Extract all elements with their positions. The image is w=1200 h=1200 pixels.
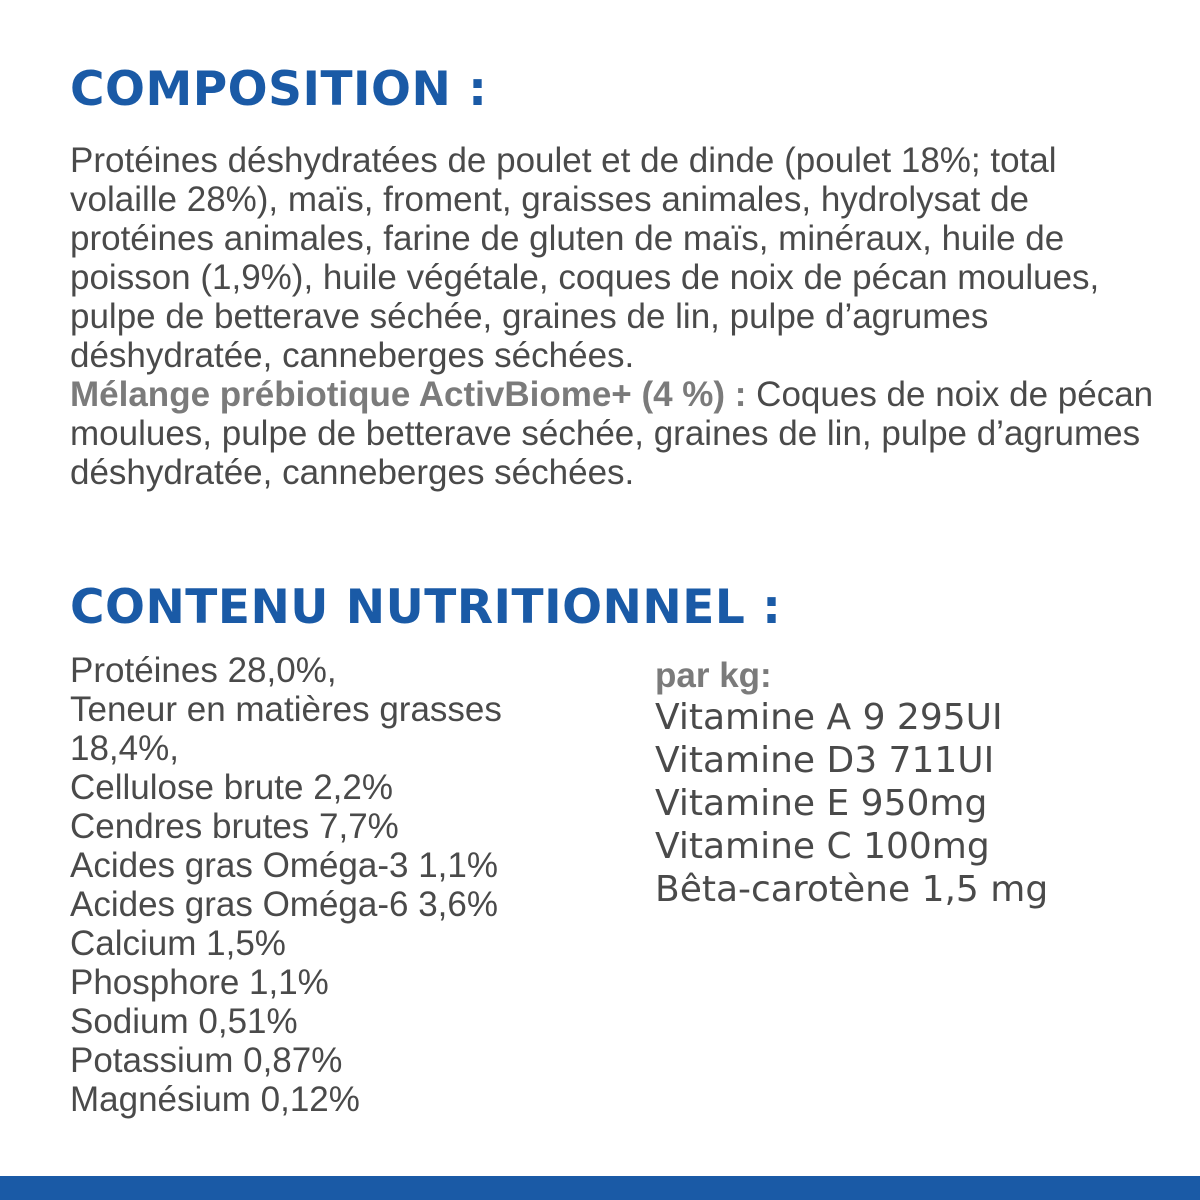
composition-heading: COMPOSITION : <box>70 62 488 117</box>
per-kg-label: par kg: <box>655 656 772 695</box>
prebiotic-label: Mélange prébiotique ActivBiome+ (4 %) : <box>70 375 747 414</box>
prebiotic-paragraph <box>70 375 1160 492</box>
vitamin-list <box>655 696 1175 911</box>
nutrient-item: Sodium 0,51% <box>70 1002 298 1041</box>
nutrient-item: Protéines 28,0%, <box>70 651 337 690</box>
vitamin-section <box>655 656 1175 911</box>
vitamin-item: Vitamine E 950mg <box>655 783 988 824</box>
nutrition-heading: CONTENU NUTRITIONNEL : <box>70 580 782 635</box>
vitamin-item: Vitamine D3 711UI <box>655 740 995 781</box>
vitamin-item: Vitamine A 9 295UI <box>655 697 1003 738</box>
bottom-brand-bar <box>0 1176 1200 1200</box>
nutrient-item: Acides gras Oméga-3 1,1% <box>70 846 498 885</box>
ingredients-text: Protéines déshydratées de poulet et de dinde (poulet 18%; total volaille 28%), maïs, froment, graisses animales, hydrolysat de protéines animales, farine de gluten de maïs, minéraux, huile de poisson (1,9%), huile végétale, coques de noix de pécan moulues, pulpe de betterave séchée, graines de lin, pulpe d’agrumes déshydratée, canneberges séchées. <box>70 141 1100 375</box>
prebiotic-text: Coques de noix de pécan moulues, pulpe de betterave séchée, graines de lin, pulpe d’agrumes déshydratée, canneberges séchées. <box>70 375 1154 492</box>
nutrient-item: Magnésium 0,12% <box>70 1080 360 1119</box>
nutrient-list <box>70 651 610 1119</box>
nutrient-item: Cellulose brute 2,2% <box>70 768 393 807</box>
composition-section <box>70 141 1160 492</box>
nutrient-item: Acides gras Oméga-6 3,6% <box>70 885 498 924</box>
vitamin-item: Vitamine C 100mg <box>655 826 990 867</box>
nutrient-item: Calcium 1,5% <box>70 924 286 963</box>
nutrient-item: Cendres brutes 7,7% <box>70 807 399 846</box>
nutrient-item: Potassium 0,87% <box>70 1041 343 1080</box>
nutrient-item: Teneur en matières grasses 18,4%, <box>70 690 502 768</box>
vitamin-item: Bêta-carotène 1,5 mg <box>655 869 1049 910</box>
nutrient-item: Phosphore 1,1% <box>70 963 329 1002</box>
